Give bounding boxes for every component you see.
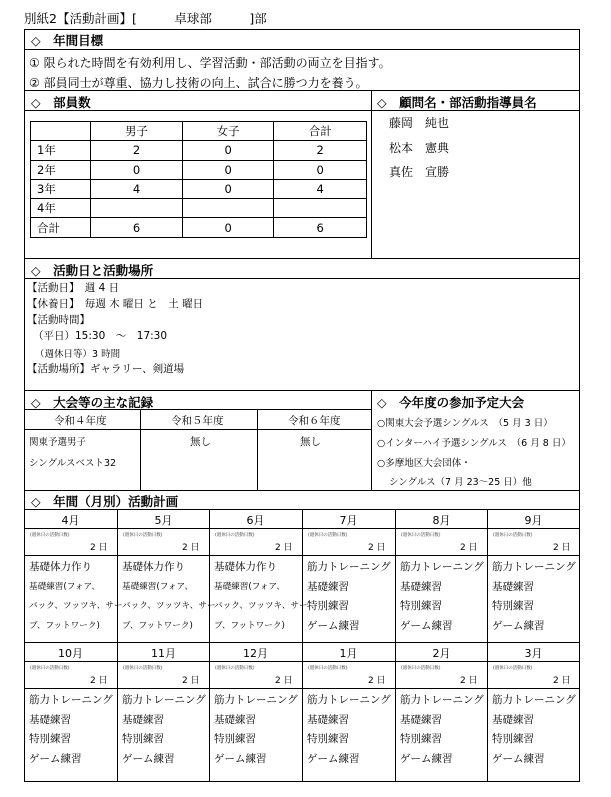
grid-line <box>395 509 396 642</box>
activity-line: 基礎練習 <box>307 580 349 593</box>
weekend-days-note: (週休日の活動日数) <box>215 666 255 671</box>
weekend-days-note: (週休日の活動日数) <box>123 533 163 538</box>
activity-line: 基礎練習 <box>400 713 442 726</box>
weekend-days-value: 2 日 <box>460 676 478 686</box>
activity-line: ブ、フットワーク) <box>214 620 285 631</box>
weekend-days-value: 2 日 <box>368 676 386 686</box>
activity-line: 基礎体力作り <box>29 561 92 573</box>
activity-days: 【活動日】 週 4 日 <box>27 282 120 294</box>
advisor-name-3: 真佐 宣勝 <box>389 165 450 179</box>
records-year-r5: 令和５年度 <box>171 415 224 427</box>
month-label: 11月 <box>151 647 176 660</box>
activity-line: 基礎練習 <box>492 713 534 726</box>
weekday-time: （平日）15:30 ～ 17:30 <box>33 330 168 342</box>
grid-line <box>209 642 210 782</box>
activity-line: ゲーム練習 <box>214 752 267 765</box>
activity-line: 基礎体力作り <box>214 561 277 573</box>
goals-heading: ◇ 年間目標 <box>31 33 104 48</box>
activity-place: 【活動場所】ギャラリー、剣道場 <box>27 363 185 375</box>
month-label: 1月 <box>339 647 358 660</box>
activity-line: 特別練習 <box>29 733 71 745</box>
grid-line <box>395 642 396 782</box>
member-count-table <box>30 121 367 238</box>
activity-line: ブ、フットワーク) <box>29 620 100 631</box>
weekend-days-note: (週休日の活動日数) <box>401 666 441 671</box>
activity-line: 特別練習 <box>400 733 442 745</box>
activity-line: 筋力トレーニング <box>122 694 206 706</box>
activity-line: 基礎練習 <box>122 713 164 726</box>
advisor-name-1: 藤岡 純也 <box>389 116 450 130</box>
activity-line: 特別練習 <box>400 600 442 612</box>
weekend-days-value: 2 日 <box>182 543 200 553</box>
grid-line <box>302 642 303 782</box>
month-label: 4月 <box>61 514 80 527</box>
grid-line <box>487 509 488 642</box>
activity-line: バック、ツッツキ、サー <box>29 601 123 611</box>
activity-line: 基礎練習 <box>29 713 71 726</box>
activity-line: 基礎練習(フォア、 <box>122 581 193 592</box>
activity-line: 基礎練習 <box>214 713 256 726</box>
activity-line: 特別練習 <box>307 733 349 745</box>
activity-line: 特別練習 <box>492 600 534 612</box>
activity-line: 基礎体力作り <box>122 561 185 573</box>
record-r5: 無し <box>190 436 211 448</box>
weekend-days-note: (週休日の活動日数) <box>123 666 163 671</box>
weekend-days-note: (週休日の活動日数) <box>493 533 533 538</box>
weekend-days-value: 2 日 <box>275 543 293 553</box>
activity-line: 基礎練習(フォア、 <box>29 581 100 592</box>
members-heading: ◇ 部員数 <box>31 95 91 110</box>
table-row: 合計 6 0 6 <box>31 218 367 237</box>
month-label: 3月 <box>524 647 543 660</box>
records-year-r4: 令和４年度 <box>54 415 107 427</box>
month-label: 8月 <box>432 514 451 527</box>
record-r4-line1: 関東予選男子 <box>29 437 87 448</box>
records-year-r6: 令和６年度 <box>288 415 341 427</box>
month-label: 12月 <box>243 647 268 660</box>
month-label: 9月 <box>524 514 543 527</box>
activity-line: 筋力トレーニング <box>29 694 113 706</box>
activity-line: 特別練習 <box>214 733 256 745</box>
activity-line: ゲーム練習 <box>492 619 545 632</box>
weekend-days-value: 2 日 <box>368 543 386 553</box>
weekend-days-value: 2 日 <box>90 543 108 553</box>
weekend-days-value: 2 日 <box>553 676 571 686</box>
tournament-4: シングルス（7 月 23～25 日）他 <box>389 477 532 488</box>
tournament-3: ○多摩地区大会団体・ <box>377 458 471 469</box>
schedule-heading: ◇ 活動日と活動場所 <box>31 263 154 278</box>
activity-line: 筋力トレーニング <box>307 561 391 573</box>
activity-line: 筋力トレーニング <box>307 694 391 706</box>
activity-line: バック、ツッツキ、サー <box>122 601 216 611</box>
activity-line: 筋力トレーニング <box>492 694 576 706</box>
month-label: 6月 <box>246 514 265 527</box>
members-col-total: 合計 <box>274 122 367 141</box>
activity-time-label: 【活動時間】 <box>27 314 90 326</box>
weekend-days-note: (週休日の活動日数) <box>308 533 348 538</box>
grid-line <box>209 509 210 642</box>
activity-line: 特別練習 <box>122 733 164 745</box>
table-row: 4年 <box>31 199 367 218</box>
activity-line: 筋力トレーニング <box>400 694 484 706</box>
weekend-days-value: 2 日 <box>553 543 571 553</box>
weekend-days-note: (週休日の活動日数) <box>493 666 533 671</box>
activity-line: ゲーム練習 <box>122 752 175 765</box>
activity-line: 特別練習 <box>492 733 534 745</box>
month-label: 10月 <box>58 647 83 660</box>
annual-heading: ◇ 年間（月別）活動計画 <box>31 494 179 509</box>
advisor-name-2: 松本 憲典 <box>389 141 450 155</box>
weekend-days-note: (週休日の活動日数) <box>30 533 70 538</box>
activity-line: 筋力トレーニング <box>214 694 298 706</box>
records-heading: ◇ 大会等の主な記録 <box>31 395 154 410</box>
table-row: 3年 4 0 4 <box>31 179 367 198</box>
goal-2: ② 部員同士が尊重、協力し技術の向上、試合に勝つ力を養う。 <box>29 76 368 90</box>
activity-line: 基礎練習 <box>307 713 349 726</box>
activity-line: ゲーム練習 <box>29 752 82 765</box>
goal-1: ① 限られた時間を有効利用し、学習活動・部活動の両立を目指す。 <box>29 56 391 70</box>
weekend-days-value: 2 日 <box>275 676 293 686</box>
weekend-days-value: 2 日 <box>182 676 200 686</box>
grid-line <box>117 642 118 782</box>
activity-line: ゲーム練習 <box>400 752 453 765</box>
activity-line: 筋力トレーニング <box>400 561 484 573</box>
record-r4-line2: シングルスベスト32 <box>29 458 117 469</box>
activity-line: バック、ツッツキ、サー <box>214 601 308 611</box>
members-col-male: 男子 <box>91 122 183 141</box>
weekend-days-note: (週休日の活動日数) <box>30 666 70 671</box>
activity-line: 基礎練習 <box>492 580 534 593</box>
table-row: 2年 0 0 0 <box>31 160 367 179</box>
members-corner <box>31 122 91 141</box>
activity-line: 基礎練習 <box>400 580 442 593</box>
weekend-time: （週休日等）3 時間 <box>35 349 121 360</box>
record-r6: 無し <box>300 436 321 448</box>
weekend-days-value: 2 日 <box>460 543 478 553</box>
activity-line: 特別練習 <box>307 600 349 612</box>
activity-line: ゲーム練習 <box>492 752 545 765</box>
grid-line <box>487 642 488 782</box>
document-title: 別紙2【活動計画】[ 卓球部 ]部 <box>24 11 267 26</box>
activity-line: ゲーム練習 <box>307 752 360 765</box>
activity-line: ゲーム練習 <box>400 619 453 632</box>
activity-line: 基礎練習(フォア、 <box>214 581 285 592</box>
weekend-days-value: 2 日 <box>90 676 108 686</box>
activity-line: 筋力トレーニング <box>492 561 576 573</box>
activity-line: ブ、フットワーク) <box>122 620 193 631</box>
members-col-female: 女子 <box>182 122 274 141</box>
table-row: 1年 2 0 2 <box>31 141 367 160</box>
grid-line <box>117 509 118 642</box>
tournament-2: ○インターハイ予選シングルス （6 月 8 日） <box>377 438 571 449</box>
grid-line <box>302 509 303 642</box>
tournament-1: ○関東大会予選シングルス （5 月 3 日） <box>377 418 553 429</box>
weekend-days-note: (週休日の活動日数) <box>215 533 255 538</box>
month-label: 5月 <box>154 514 173 527</box>
rest-days: 【休養日】 毎週 木 曜日 と 土 曜日 <box>27 298 204 310</box>
advisors-heading: ◇ 顧問名・部活動指導員名 <box>377 95 537 110</box>
weekend-days-note: (週休日の活動日数) <box>308 666 348 671</box>
weekend-days-note: (週休日の活動日数) <box>401 533 441 538</box>
activity-line: ゲーム練習 <box>307 619 360 632</box>
month-label: 2月 <box>432 647 451 660</box>
month-label: 7月 <box>339 514 358 527</box>
tournaments-heading: ◇ 今年度の参加予定大会 <box>377 395 525 410</box>
